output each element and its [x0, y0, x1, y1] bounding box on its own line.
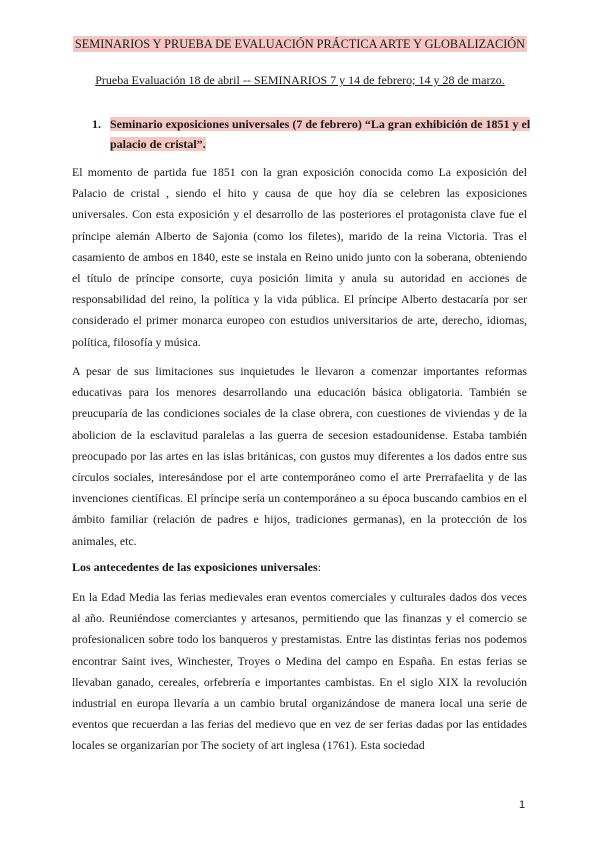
section-number: 1. — [92, 117, 101, 131]
subheading-suffix: : — [317, 560, 322, 574]
document-subtitle — [0, 73, 600, 88]
section-heading-text: Seminario exposiciones universales (7 de febrero) “La gran exhibición de 1851 y el palacio de cristal”. — [110, 117, 531, 151]
paragraph-2: A pesar de sus limitaciones sus inquietudes le llevaron a comenzar importantes reformas educativas para los menores desarrollando una educación básica obligatoria. También se preucuparía de las condiciones sociales de la clase obrera, con cuestiones de viviendas y de la abolicion de la esclavitud paralelas a las guerra de secesion estadounidense. Estaba también preocupado por las artes en las islas británicas, con gustos muy diferentes a los dados entre sus círculos sociales, interesándose por el arte contemporáneo como el arte Prerrafaelita y de las invenciones científicas. El príncipe sería un contemporáneo a su época buscando cambios en el ámbito familiar (relación de padres e hijos, tradiciones germanas), en la protección de los animales, etc. — [72, 364, 527, 548]
section-heading-text-wrap — [110, 114, 532, 154]
section-heading — [92, 114, 532, 154]
subheading-text: Los antecedentes de las exposiciones universales — [72, 560, 318, 574]
page-number: 1 — [519, 799, 526, 811]
document-title-text: SEMINARIOS Y PRUEBA DE EVALUACIÓN PRÁCTICA ARTE Y GLOBALIZACIÓN — [74, 37, 526, 51]
paragraph-1: El momento de partida fue 1851 con la gran exposición conocida como La exposición del Palacio de cristal , siendo el hito y causa de que hoy día se celebren las exposiciones universales. Con esta exposición y el desarrollo de las posteriores el protagonista clave fue el príncipe alemán Alberto de Sajonia (como los filetes), marido de la reina Victoria. Tras el casamiento de ambos en 1840, este se instala en Reino unido junto con la soberana, obteniendo el título de príncipe consorte, cuya posición limita y anula su autoridad en acciones de responsabilidad del reino, la política y la vida pública. El príncipe Alberto destacaría por ser considerado el primer monarca europeo con estudios universitarios de arte, derecho, idiomas, política, filosofía y música. — [72, 165, 527, 349]
subheading — [72, 559, 321, 575]
document-subtitle-text: Prueba Evaluación 18 de abril -- SEMINARIOS 7 y 14 de febrero; 14 y 28 de marzo. — [95, 73, 505, 87]
paragraph-3: En la Edad Media las ferias medievales eran eventos comerciales y culturales dados dos veces al año. Reuniéndose comerciantes y artesanos, permitiendo que las finanzas y el comercio se profesionalicen sobre todo los banqueros y prestamistas. Entre las distintas ferias nos podemos encontrar Saint ives, Winchester, Troyes o Medina del campo en España. En estas ferias se llevaban ganado, cereales, orfebrería e importantes cambistas. En el siglo XIX la revolución industrial en europa llevaría a un cambio brutal organizándose de manera local una serie de eventos que recuerdan a las ferias del medievo que en vez de ser ferias dadas por las entidades locales se organizarían por The society of art inglesa (1761). Esta sociedad — [72, 590, 527, 753]
document-title — [0, 37, 600, 52]
